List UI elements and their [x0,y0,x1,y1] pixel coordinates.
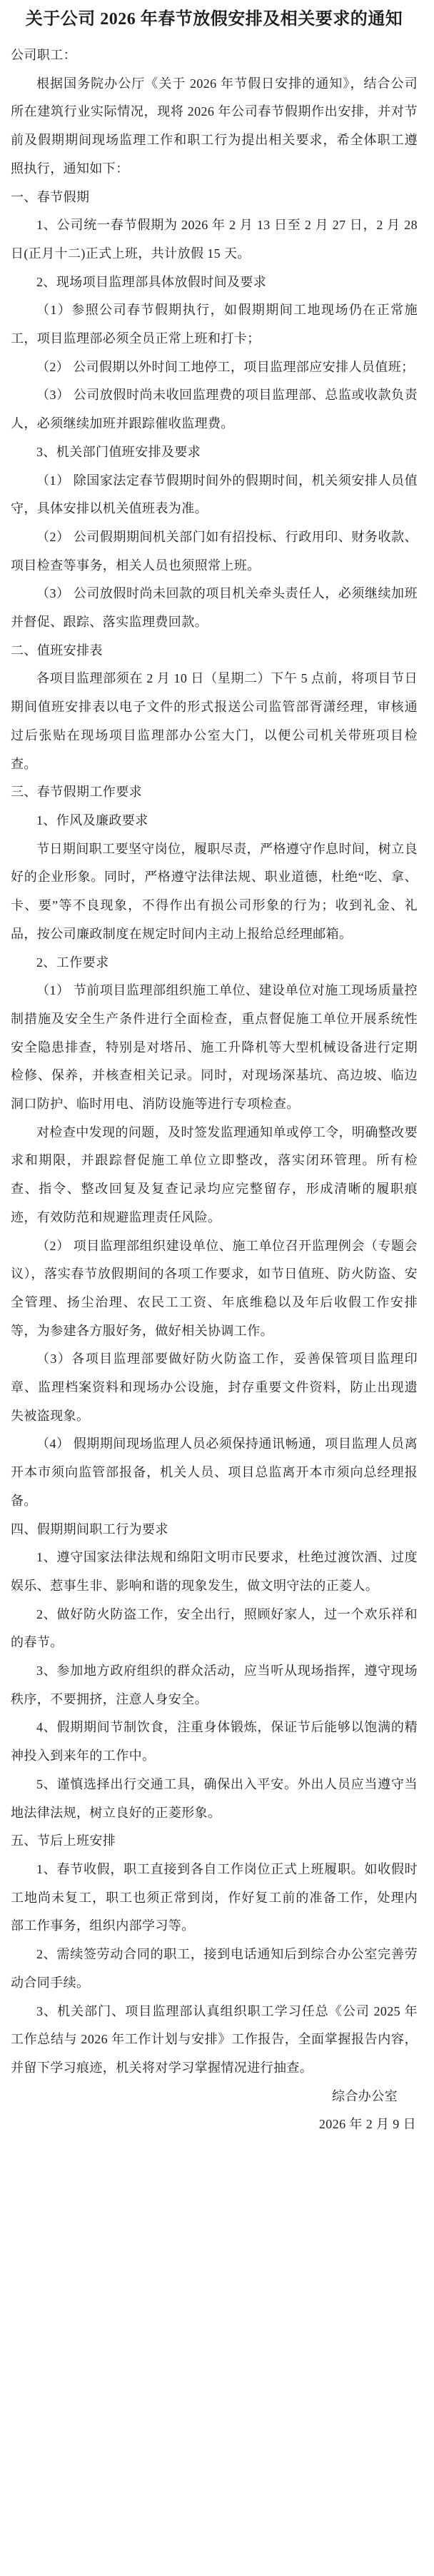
paragraph: （1） 除国家法定春节假期时间外的假期时间，机关须安排人员值守，具体安排以机关值班表为准。 [11,473,418,516]
intro-paragraph: 根据国务院办公厅《关于 2026 年节假日安排的通知》，结合公司所在建筑行业实际情况，现将 2026 年公司春节假期作出安排，并对节前及假期期间现场监理工作和职工行为提出相关要求，希全体职工遵照执行，通知如下： [11,76,418,176]
paragraph: （1）参照公司春节假期执行，如假期期间工地现场仍在正常施工，项目监理部必须全员正常上班和打卡； [11,303,418,346]
paragraph: 各项目监理部须在 2 月 10 日（星期二）下午 5 点前，将项目节日期间值班安排表以电子文件的形式报送公司监管部胥潇经理，审核通过后张贴在现场项目监理部办公室大门，以便公司机关带班项目检查。 [11,671,418,771]
document-title: 关于公司 2026 年春节放假安排及相关要求的通知 [25,10,403,29]
paragraph: 5、谨慎选择出行交通工具，确保出入平安。外出人员应当遵守当地法律法规，树立良好的正菱形象。 [11,1776,418,1820]
paragraph: （1） 节前项目监理部组织施工单位、建设单位对施工现场质量控制措施及安全生产条件进行全面检查，重点督促施工单位开展系统性安全隐患排查，特别是对塔吊、施工升降机等大型机械设备进行定期检修、保养，并核查相关记录。同时，对现场深基坑、高边坡、临边洞口防护、临时用电、消防设施等进行专项检查。 [11,983,418,1112]
section-heading-2: 二、值班安排表 [11,643,103,658]
paragraph: （2） 公司假期期间机关部门如有招投标、行政用印、财务收款、项目检查等事务，相关人员也须照常上班。 [11,529,418,573]
paragraph: 1、遵守国家法律法规和绵阳文明市民要求，杜绝过渡饮酒、过度娱乐、惹事生非、影响和谐的现象发生，做文明守法的正菱人。 [11,1550,418,1593]
paragraph: 4、假期期间节制饮食，注重身体锻炼，保证节后能够以饱满的精神投入到来年的工作中。 [11,1720,418,1764]
section-heading-3: 三、春节假期工作要求 [11,785,142,800]
paragraph: 1、春节收假，职工直接到各自工作岗位正式上班履职。如收假时工地尚未复工，职工也须正常到岗，作好复工前的准备工作，处理内部工作事务，组织内部学习等。 [11,1862,418,1933]
paragraph: （4） 假期期间现场监理人员必须保持通讯畅通，项目监理人员离开本市须向监管部报备，机关人员、项目总监离开本市须向总经理报备。 [11,1437,418,1508]
section-heading-4: 四、假期期间职工行为要求 [11,1521,168,1536]
salutation: 公司职工： [11,48,76,62]
paragraph: （3）各项目监理部要做好防火防盗工作，妥善保管项目监理印章、监理档案资料和现场办公设施，封存重要文件资料，防止出现遗失被盗现象。 [11,1352,418,1423]
signature-office: 综合办公室 [332,2088,398,2103]
paragraph: 3、参加地方政府组织的群众活动，应当听从现场指挥，遵守现场秩序，不要拥挤，注意人身安全。 [11,1664,418,1706]
paragraph: （3） 公司放假时尚未回款的项目机关牵头责任人，必须继续加班并督促、跟踪、落实监理费回款。 [11,586,418,630]
section-heading-1: 一、春节假期 [11,189,90,204]
paragraph: 1、作风及廉政要求 [36,812,148,827]
paragraph: （2） 项目监理部组织建设单位、施工单位召开监理例会（专题会议），落实春节放假期间的各项工作要求，如节日值班、防火防盗、安全管理、扬尘治理、农民工工资、年底维稳以及年后收假工作安排等，为参建各方服好务，做好相关协调工作。 [11,1238,418,1338]
paragraph: 对检查中发现的问题，及时签发监理通知单或停工令，明确整改要求和期限，并跟踪督促施工单位立即整改，落实闭环管理。所有检查、指令、整改回复及复查记录均应完整留存，形成清晰的履职痕迹，有效防范和规避监理责任风险。 [11,1125,418,1224]
paragraph: （3） 公司放假时尚未收回监理费的项目监理部、总监或收款负责人，必须继续加班并跟踪催收监理费。 [11,388,418,431]
signature-date: 2026 年 2 月 9 日 [318,2117,416,2132]
paragraph: 1、公司统一春节假期为 2026 年 2 月 13 日至 2 月 27 日，2 月 28 日(正月十二)正式上班，共计放假 15 天。 [11,218,418,261]
paragraph: 3、机关部门值班安排及要求 [36,444,201,459]
paragraph: （2） 公司假期以外时间工地停工，项目监理部应安排人员值班； [36,359,415,374]
paragraph: 2、需续签劳动合同的职工，接到电话通知后到综合办公室完善劳动合同手续。 [11,1947,418,1990]
paragraph: 2、现场项目监理部具体放假时间及要求 [36,274,267,289]
paragraph: 2、做好防火防盗工作，安全出行，照顾好家人，过一个欢乐祥和的春节。 [11,1606,418,1650]
section-heading-5: 五、节后上班安排 [11,1833,116,1848]
document-body [11,41,418,2139]
paragraph: 节日期间职工要坚守岗位，履职尽责，严格遵守作息时间，树立良好的企业形象。同时，严格遵守法律法规、职业道德，杜绝“吃、拿、卡、要”等不良现象，不得作出有损公司形象的行为；收到礼金、礼品，按公司廉政制度在规定时间内主动上报给总经理邮箱。 [11,841,418,941]
paragraph: 2、工作要求 [36,955,109,970]
paragraph: 3、机关部门、项目监理部认真组织职工学习任总《公司 2025 年工作总结与 2026 年工作计划与安排》工作报告，全面掌握报告内容，并留下学习痕迹，机关将对学习掌握情况进行抽查。 [11,2003,418,2075]
